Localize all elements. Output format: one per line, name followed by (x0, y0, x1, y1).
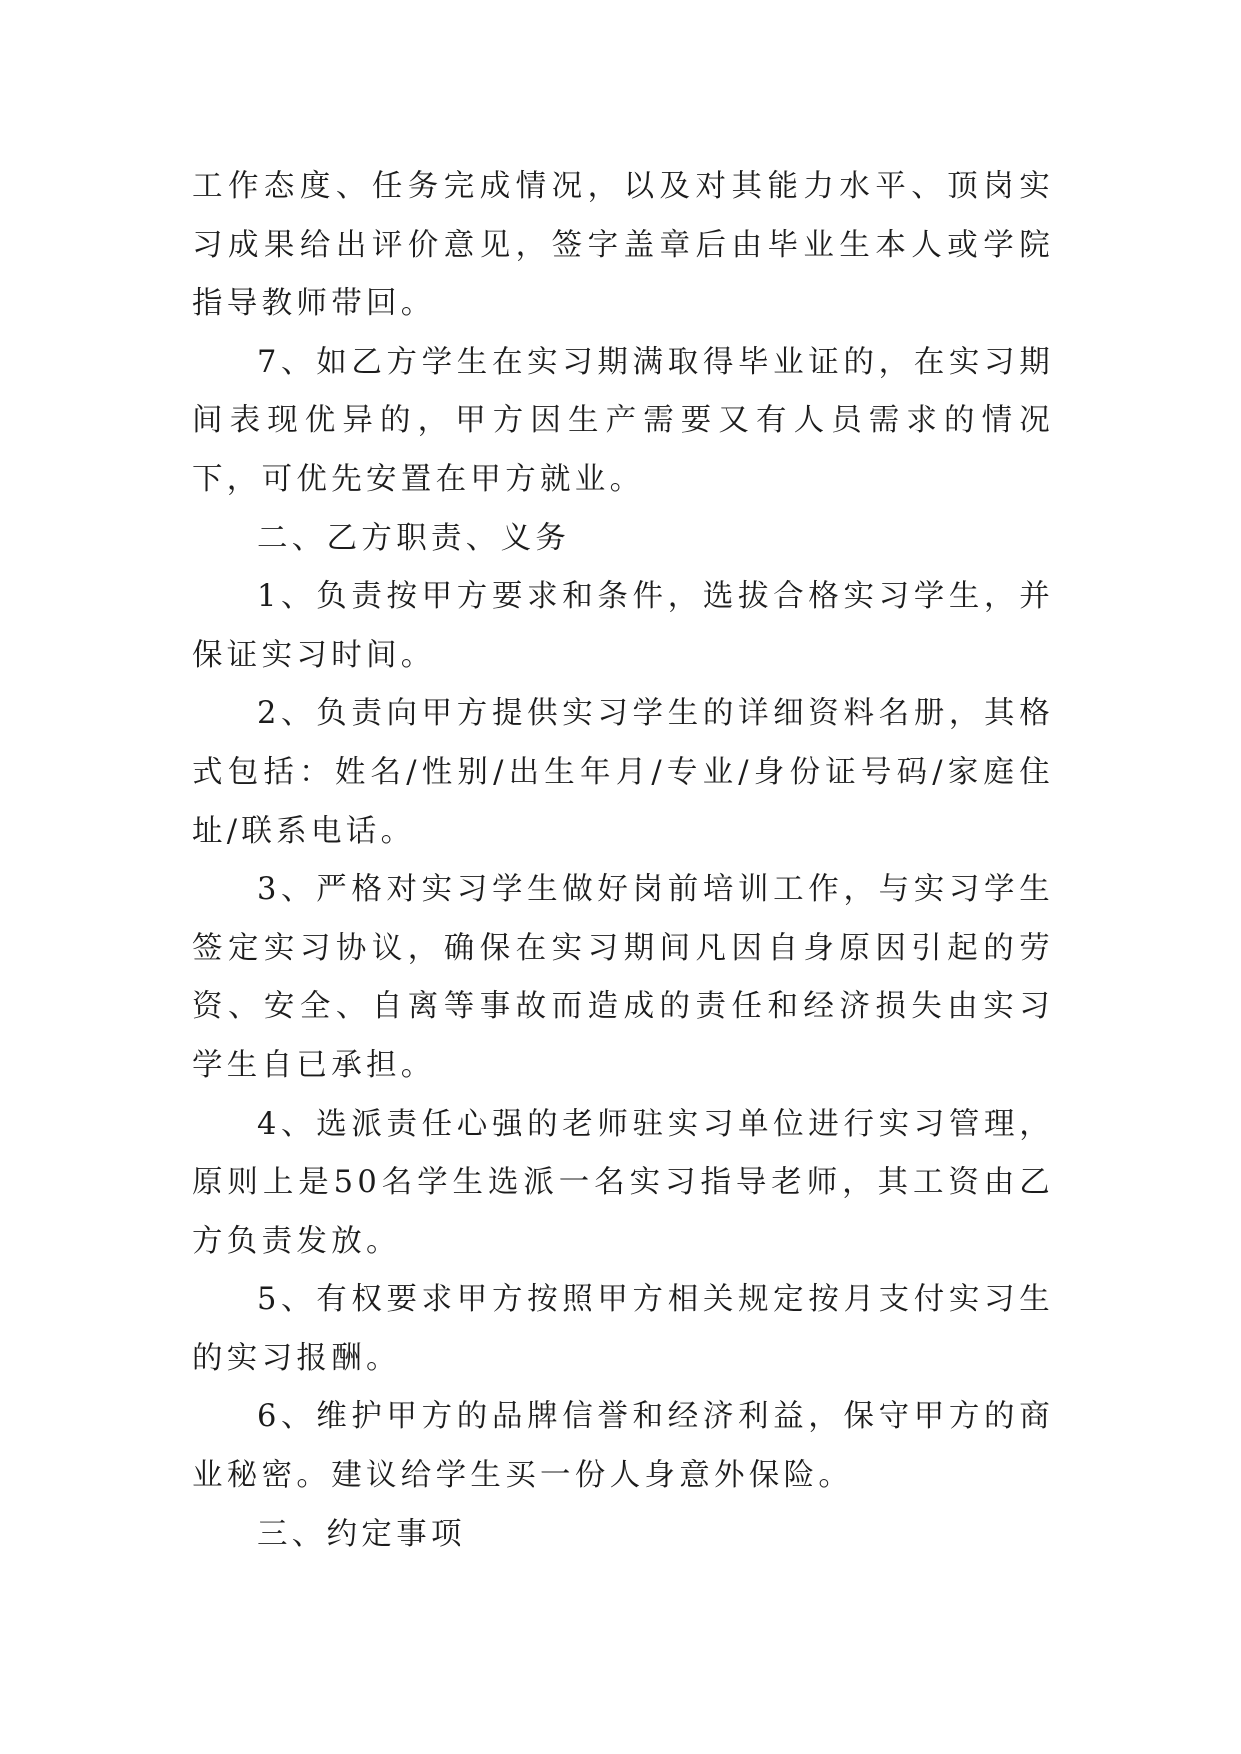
section-heading-party-b-duties: 二、乙方职责、义务 (257, 520, 571, 556)
paragraph-item-1: 1、负责按甲方要求和条件，选拔合格实习学生，并保证实习时间。 (192, 579, 1054, 673)
paragraph-evaluation-continued: 工作态度、任务完成情况，以及对其能力水平、顶岗实习成果给出评价意见，签字盖章后由毕业生本人或学院指导教师带回。 (192, 169, 1054, 322)
paragraph-item-7: 7、如乙方学生在实习期满取得毕业证的，在实习期间表现优异的，甲方因生产需要又有人员需求的情况下，可优先安置在甲方就业。 (192, 344, 1054, 497)
paragraph-item-5: 5、有权要求甲方按照甲方相关规定按月支付实习生的实习报酬。 (192, 1282, 1054, 1376)
paragraph-item-3: 3、严格对实习学生做好岗前培训工作，与实习学生签定实习协议，确保在实习期间凡因自身原因引起的劳资、安全、自离等事故而造成的责任和经济损失由实习学生自已承担。 (192, 872, 1054, 1083)
paragraph-item-2: 2、负责向甲方提供实习学生的详细资料名册，其格式包括：姓名/性别/出生年月/专业/身份证号码/家庭住址/联系电话。 (192, 696, 1054, 849)
document-body (192, 158, 1054, 1564)
section-heading-agreed-matters: 三、约定事项 (257, 1516, 466, 1552)
paragraph-item-4: 4、选派责任心强的老师驻实习单位进行实习管理，原则上是50名学生选派一名实习指导老师，其工资由乙方负责发放。 (192, 1106, 1054, 1259)
paragraph-item-6: 6、维护甲方的品牌信誉和经济利益，保守甲方的商业秘密。建议给学生买一份人身意外保险。 (192, 1399, 1054, 1494)
